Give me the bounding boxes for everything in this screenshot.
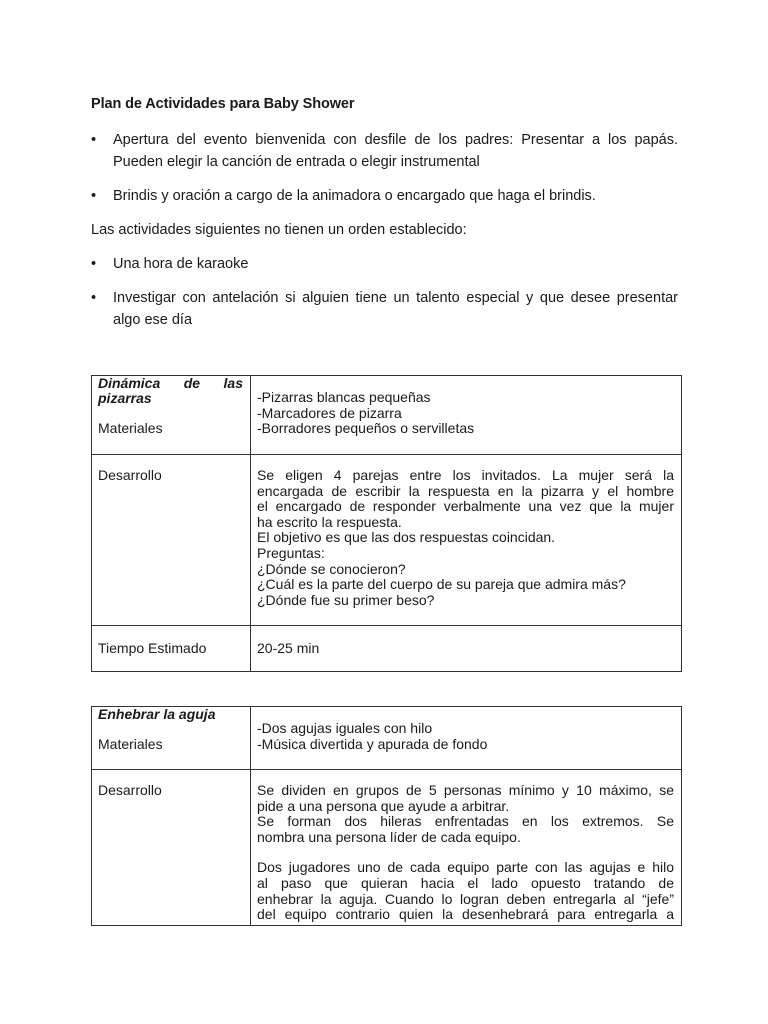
tiempo-label: Tiempo Estimado [98,639,207,656]
table-row [92,376,682,455]
materiales-label: Materiales [98,736,163,752]
table-cell [92,707,251,770]
table-row [92,707,682,770]
activity-name: Enhebrar la aguja [98,706,216,722]
table-cell [92,770,251,926]
desarrollo-label: Desarrollo [98,467,162,483]
table-row [92,455,682,626]
desarrollo-label: Desarrollo [98,782,162,798]
table-cell: -Dos agujas iguales con hilo -Música divertida y apurada de fondo [251,707,682,770]
table-cell: Dinámica de las pizarras Materiales [92,376,251,455]
materiales-label: Materiales [98,420,163,436]
table-row [92,626,682,672]
table-cell: Se dividen en grupos de 5 personas mínimo y 10 máximo, se pide a una persona que ayude a arbitrar. Se forman dos hileras enfrentadas en los extremos. Se nombra una persona líder de cada equipo. Dos jugadores uno de cada equipo parte con las agujas e hilo al paso que quieran hacia el lado opuesto tratando de enhebrar la aguja. Cuando lo logran deben entregarla al “jefe” del equipo contrario quien la desenhebrará para entregarla a [251,770,682,926]
table-cell: -Pizarras blancas pequeñas -Marcadores de pizarra -Borradores pequeños o servilletas [251,376,682,455]
bullet-icon: • [91,132,97,148]
list-item: • Brindis y oración a cargo de la animadora o encargado que haga el brindis. [91,185,678,207]
activity-name: Dinámica de las [98,375,243,391]
list-item: • Apertura del evento bienvenida con desfile de los padres: Presentar a los papás. Pueden elegir la canción de entrada o elegir instrumental [91,129,678,173]
table-row [92,770,682,926]
list-item: • Una hora de karaoke [91,253,678,275]
intro-text: Las actividades siguientes no tienen un orden establecido: [91,222,467,238]
activity-table-pizarras [91,375,682,672]
bullet-icon: • [91,256,97,272]
activity-table-aguja [91,706,682,926]
table-cell [251,626,682,672]
list-item: • Investigar con antelación si alguien tiene un talento especial y que desee presentar algo ese día [91,287,678,331]
page-title: Plan de Actividades para Baby Shower [91,96,355,112]
bullet-icon: • [91,188,97,204]
bullet-icon: • [91,290,97,306]
tiempo-value: 20-25 min [257,639,320,656]
table-cell [92,455,251,626]
table-cell [92,626,251,672]
table-cell: Se eligen 4 parejas entre los invitados. La mujer será la encargada de escribir la respuesta en la pizarra y el hombre el encargado de responder verbalmente una vez que la mujer ha escrito la respuesta. El objetivo es que las dos respuestas coincidan. Preguntas: ¿Dónde se conocieron? ¿Cuál es la parte del cuerpo de su pareja que admira más? ¿Dónde fue su primer beso? [251,455,682,626]
